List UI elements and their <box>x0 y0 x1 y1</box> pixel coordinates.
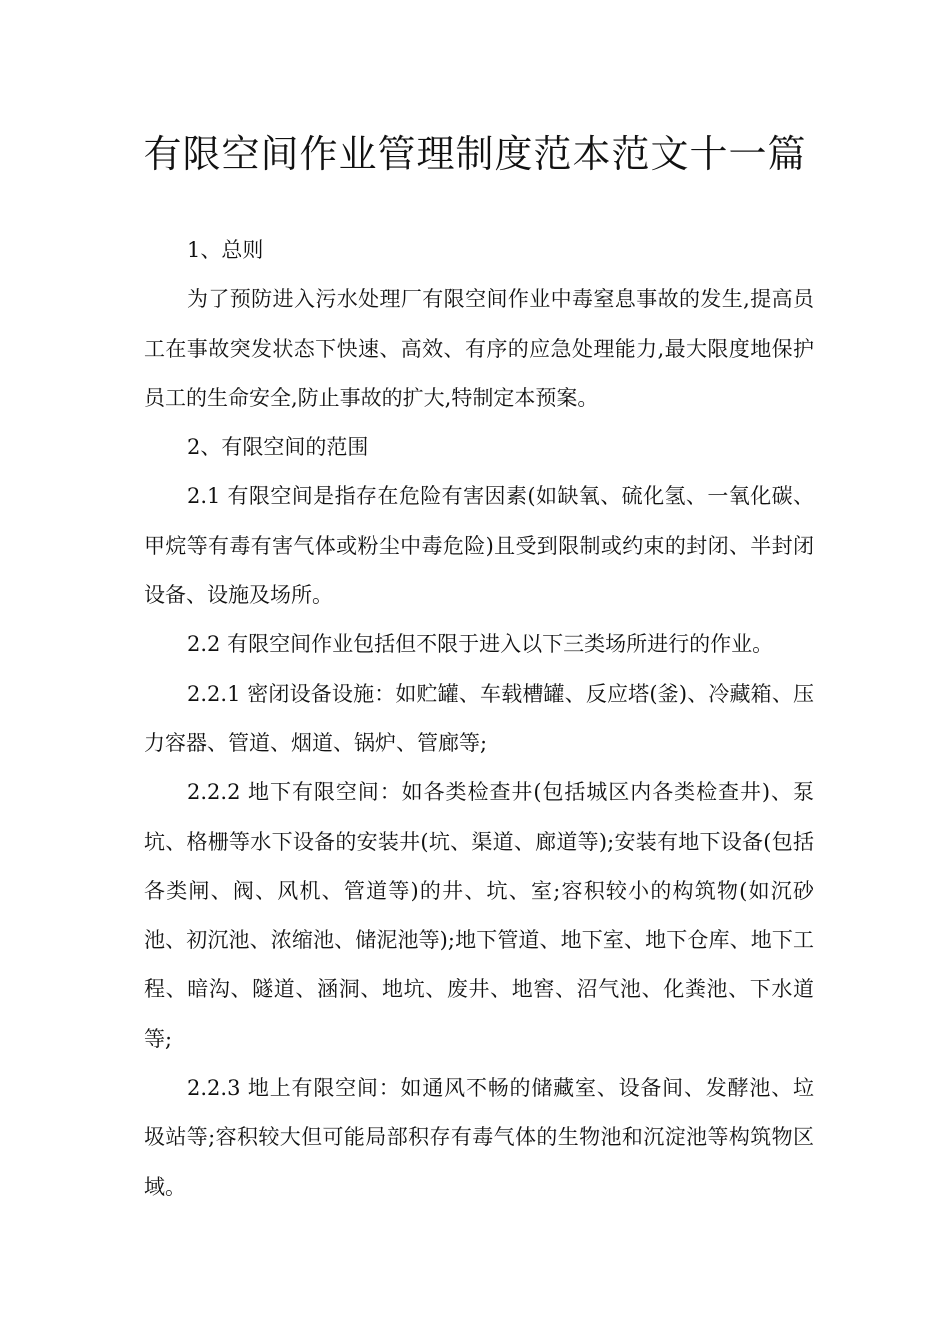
document-body <box>144 226 814 1212</box>
paragraph-2-2-2: 2.2.2 地下有限空间：如各类检查井(包括城区内各类检查井)、泵坑、格栅等水下设备的安装井(坑、渠道、廊道等);安装有地下设备(包括各类闸、阀、风机、管道等)的井、坑、室;容积较小的构筑物(如沉砂池、初沉池、浓缩池、储泥池等);地下管道、地下室、地下仓库、地下工程、暗沟、隧道、涵洞、地坑、废井、地窖、沼气池、化粪池、下水道等; <box>144 780 814 1051</box>
paragraph-2-2: 2.2 有限空间作业包括但不限于进入以下三类场所进行的作业。 <box>187 632 774 657</box>
document-title: 有限空间作业管理制度范本范文十一篇 <box>143 132 807 176</box>
heading-general: 1、总则 <box>187 238 264 262</box>
paragraph-2-1: 2.1 有限空间是指存在危险有害因素(如缺氧、硫化氢、一氧化碳、甲烷等有毒有害气体或粉尘中毒危险)且受到限制或约束的封闭、半封闭设备、设施及场所。 <box>144 484 814 608</box>
heading-scope: 2、有限空间的范围 <box>187 435 369 460</box>
paragraph-2-2-3: 2.2.3 地上有限空间：如通风不畅的储藏室、设备间、发酵池、垃圾站等;容积较大但可能局部积存有毒气体的生物池和沉淀池等构筑物区域。 <box>144 1076 814 1199</box>
paragraph-purpose: 为了预防进入污水处理厂有限空间作业中毒窒息事故的发生,提高员工在事故突发状态下快速、高效、有序的应急处理能力,最大限度地保护员工的生命安全,防止事故的扩大,特制定本预案。 <box>144 287 814 410</box>
paragraph-2-2-1: 2.2.1 密闭设备设施：如贮罐、车载槽罐、反应塔(釜)、冷藏箱、压力容器、管道、烟道、锅炉、管廊等; <box>144 681 814 755</box>
